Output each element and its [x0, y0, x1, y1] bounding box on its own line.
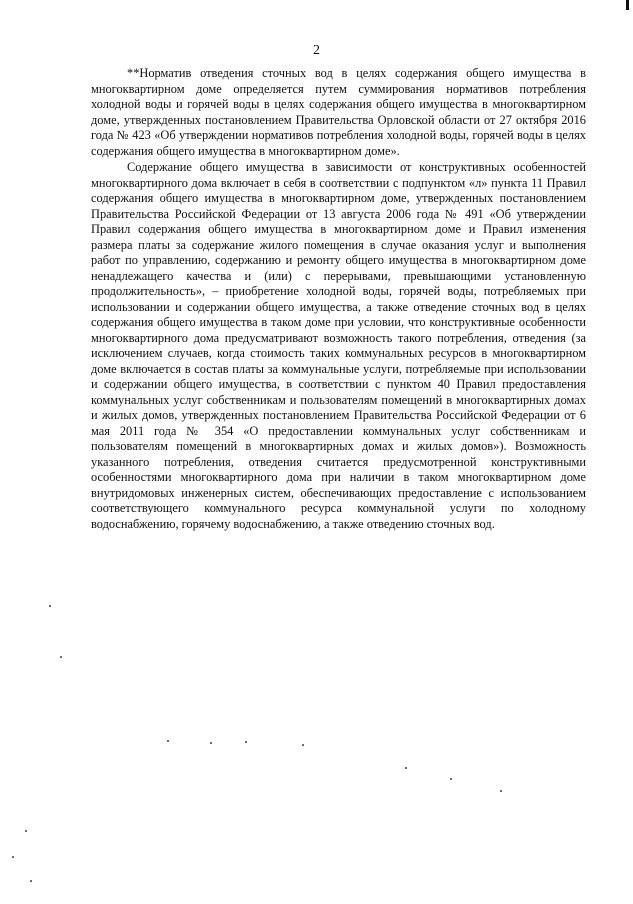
- scan-speck: [12, 856, 14, 858]
- main-paragraph: Содержание общего имущества в зависимости от конструктивных особенностей многоквартирного дома включает в себя в соответствии с подпунктом «л» пункта 11 Правил содержания общего имущества в многоквартирном доме, утвержденных постановлением Правительства Российской Федерации от 13 августа 2006 года № 491 «Об утверждении Правил содержания общего имущества в многоквартирном доме и Правил изменения размера платы за содержание жилого помещения в случае оказания услуг и выполнения работ по управлению, содержанию и ремонту общего имущества в многоквартирном доме ненадлежащего качества и (или) с перерывами, превышающими установленную продолжительность», – приобретение холодной воды, горячей воды, потребляемых при использовании и содержании общего имущества, а также отведение сточных вод в целях содержания общего имущества в таком доме при условии, что конструктивные особенности многоквартирного дома предусматривают возможность такого потребления, отведения (за исключением случаев, когда стоимость таких коммунальных ресурсов в многоквартирном доме включается в состав платы за коммунальные услуги, потребляемые при использовании и содержании общего имущества, в соответствии с пунктом 40 Правил предоставления коммунальных услуг собственникам и пользователям помещений в многоквартирных домах и жилых домов, утвержденных постановлением Правительства Российской Федерации от 6 мая 2011 года № 354 «О предоставлении коммунальных услуг собственникам и пользователям помещений в многоквартирных домах и жилых домов»). Возможность указанного потребления, отведения считается предусмотренной конструктивными особенностями многоквартирного дома при наличии в таком многоквартирном доме внутридомовых инженерных систем, обеспечивающих предоставление с использованием соответствующего коммунального ресурса коммунальной услуги по холодному водоснабжению, горячему водоснабжению, а также отведению сточных вод.: [91, 160, 586, 531]
- scan-speck: [30, 880, 32, 882]
- scan-speck: [25, 830, 27, 832]
- scan-speck: [302, 744, 304, 746]
- page-number: 2: [313, 43, 320, 58]
- scan-speck: [450, 778, 452, 780]
- scan-speck: [245, 741, 247, 743]
- footnote-paragraph: **Норматив отведения сточных вод в целях содержания общего имущества в многоквартирном доме определяется путем суммирования нормативов потребления холодной воды и горячей воды в целях содержания общего имущества в многоквартирном доме, утвержденных постановлением Правительства Орловской области от 27 октября 2016 года № 423 «Об утверждении нормативов потребления холодной воды, горячей воды в целях содержания общего имущества в многоквартирном доме».: [91, 66, 586, 158]
- scan-speck: [405, 767, 407, 769]
- scan-speck: [167, 740, 169, 742]
- scan-speck: [500, 790, 502, 792]
- scan-speck: [49, 605, 51, 607]
- scan-speck: [60, 656, 62, 658]
- scan-edge-mark: [626, 0, 629, 10]
- scan-speck: [210, 742, 212, 744]
